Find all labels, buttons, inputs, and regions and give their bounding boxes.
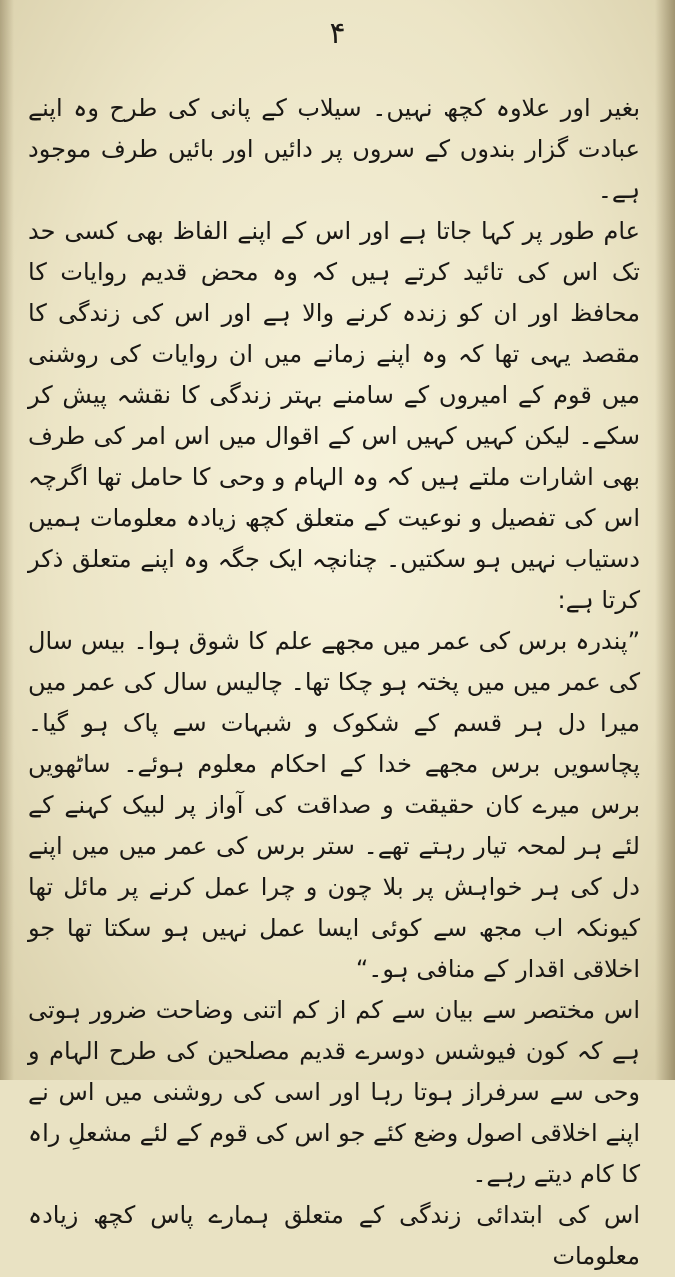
paragraph-5: اس کی ابتدائی زندگی کے متعلق ہمارے پاس کچھ زیادہ معلومات xyxy=(28,1201,640,1270)
paragraph-quote: ”پندرہ برس کی عمر میں مجھے علم کا شوق ہوا۔ بیس سال کی عمر میں میں پختہ ہو چکا تھا۔ چالیس سال کی عمر میں میرا دل ہر قسم کے شکوک و شبہات سے پاک ہو گیا۔ پچاسویں برس مجھے خدا کے احکام معلوم ہوئے۔ ساٹھویں برس میرے کان حقیقت و صداقت کی آواز پر لبیک کہنے کے لئے ہر لمحہ تیار رہتے تھے۔ ستر برس کی عمر میں میں اپنے دل کی ہر خواہش پر بلا چون و چرا عمل کرنے پر مائل تھا کیونکہ اب مجھ سے کوئی ایسا عمل نہیں ہو سکتا تھا جو اخلاقی اقدار کے منافی ہو۔“ xyxy=(28,627,640,983)
paragraph-4: اس مختصر سے بیان سے کم از کم اتنی وضاحت ضرور ہوتی ہے کہ کون فیوشس دوسرے قدیم مصلحین کی طرح الہام و وحی سے سرفراز ہوتا رہا اور اسی کی روشنی میں اس نے اپنے اخلاقی اصول وضع کئے جو اس کی قوم کے لئے مشعلِ راہ کا کام دیتے رہے۔ xyxy=(28,996,640,1188)
page-number: ۴ xyxy=(329,16,346,51)
body-text xyxy=(28,88,640,1277)
paragraph-2: عام طور پر کہا جاتا ہے اور اس کے اپنے الفاظ بھی کسی حد تک اس کی تائید کرتے ہیں کہ وہ محض قدیم روایات کا محافظ اور ان کو زندہ کرنے والا ہے اور اس کی زندگی کا مقصد یہی تھا کہ وہ اپنے زمانے میں ان روایات کی روشنی میں قوم کے امیروں کے سامنے بہتر زندگی کا نقشہ پیش کر سکے۔ لیکن کہیں کہیں اس کے اقوال میں اس امر کی طرف بھی اشارات ملتے ہیں کہ وہ الہام و وحی کا حامل تھا اگرچہ اس کی تفصیل و نوعیت کے متعلق کچھ زیادہ معلومات ہمیں دستیاب نہیں ہو سکتیں۔ چنانچہ ایک جگہ وہ اپنے متعلق ذکر کرتا ہے: xyxy=(28,217,640,614)
paragraph-1: بغیر اور علاوہ کچھ نہیں۔ سیلاب کے پانی کی طرح وہ اپنے عبادت گزار بندوں کے سروں پر دائیں اور بائیں طرف موجود ہے۔ xyxy=(28,94,640,204)
